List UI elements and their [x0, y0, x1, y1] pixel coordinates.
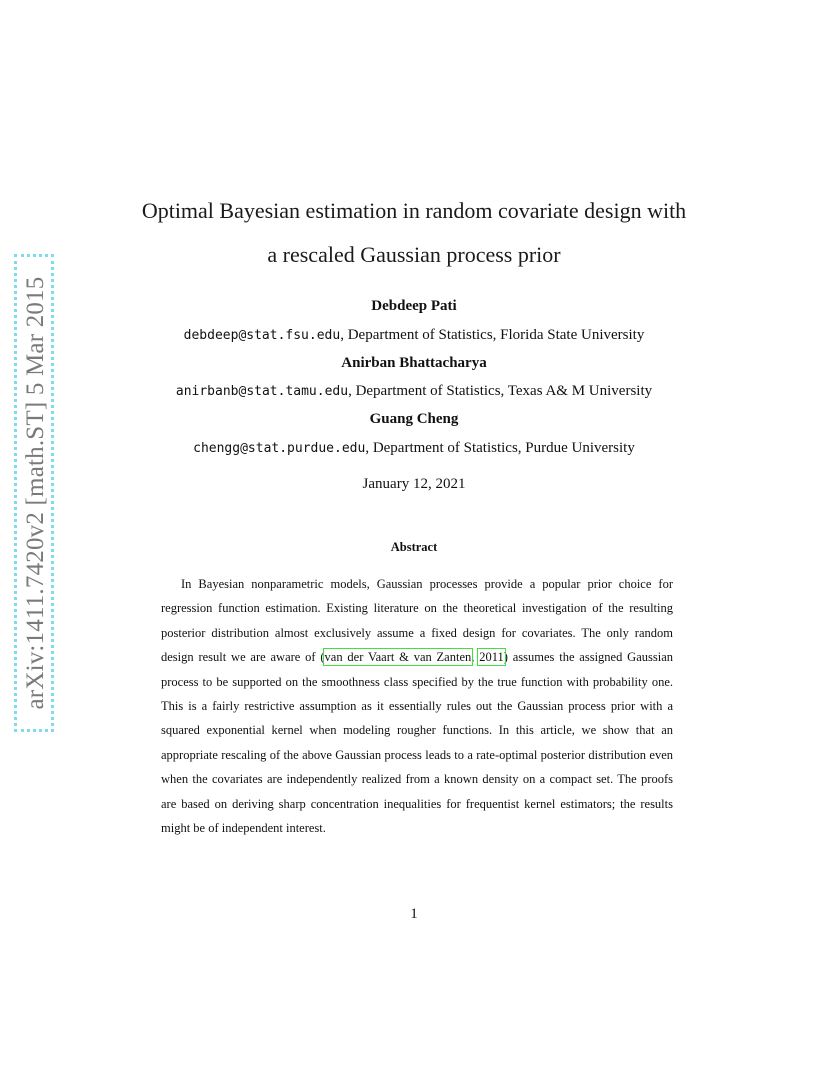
page-number: 1 — [410, 906, 418, 922]
affiliation-text: , Department of Statistics, Florida State University — [340, 327, 645, 343]
citation-separator: , — [471, 650, 480, 665]
citation-link-year[interactable]: 2011 — [479, 650, 504, 665]
abstract-heading: Abstract — [390, 540, 438, 554]
author-name: Anirban Bhattacharya — [341, 355, 487, 371]
paper-title-line-2: a rescaled Gaussian process prior — [267, 242, 561, 267]
paper-date: January 12, 2021 — [362, 476, 466, 492]
citation-link-authors[interactable]: van der Vaart & van Zanten — [324, 650, 472, 665]
author-email[interactable]: debdeep@stat.fsu.edu — [183, 328, 341, 343]
author-affiliation — [0, 440, 828, 457]
affiliation-text: , Department of Statistics, Texas A& M University — [348, 383, 653, 399]
arxiv-identifier[interactable]: arXiv:1411.7420v2 [math.ST] 5 Mar 2015 — [22, 276, 49, 710]
abstract-text-part-2: ) assumes the assigned Gaussian process to be supported on the smoothness class specified by the true function with probability one. This is a fairly restrictive assumption as it essentially rules out the Gaussian process prior with a squared exponential kernel when modeling rougher functions. In this article, we show that an appropriate rescaling of the above Gaussian process leads to a rate-optimal posterior distribution even when the covariates are independently realized from a known density on a compact set. The proofs are based on deriving sharp concentration inequalities for frequentist kernel estimators; the results might be of independent interest. — [161, 650, 673, 836]
abstract-body — [161, 572, 673, 840]
author-affiliation — [0, 383, 828, 400]
affiliation-text: , Department of Statistics, Purdue University — [365, 440, 635, 456]
author-email[interactable]: anirbanb@stat.tamu.edu — [175, 384, 349, 399]
paper-title-line-1: Optimal Bayesian estimation in random covariate design with — [141, 198, 687, 223]
author-name: Guang Cheng — [369, 411, 459, 427]
abstract-text-part-1: In Bayesian nonparametric models, Gaussian processes provide a popular prior choice for regression function estimation. Existing literature on the theoretical investigation of the resulting posterior distribution almost exclusively assume a fixed design for covariates. The only random design result we are aware of ( — [161, 577, 673, 665]
author-email[interactable]: chengg@stat.purdue.edu — [193, 441, 366, 456]
author-affiliation — [0, 327, 828, 344]
author-name: Debdeep Pati — [371, 298, 457, 314]
